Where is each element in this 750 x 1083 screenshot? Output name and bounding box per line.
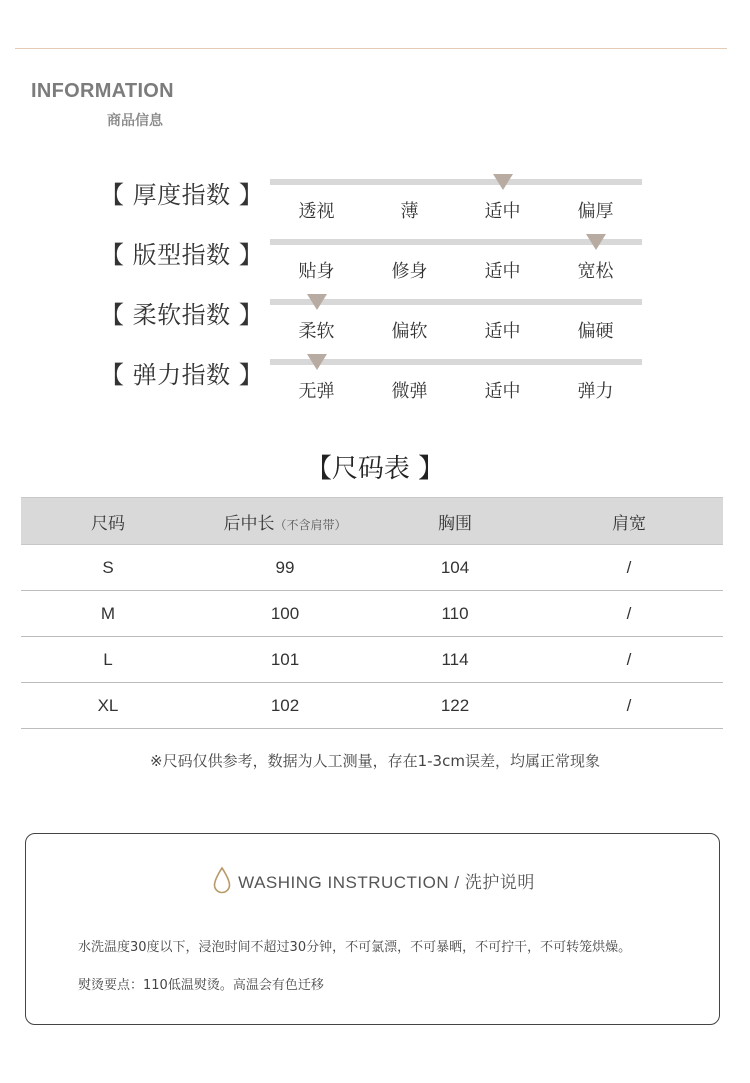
- index-row-thickness: [0, 170, 750, 230]
- index-option: 弹力: [577, 381, 614, 402]
- index-label: 【 弹力指数 】: [100, 361, 264, 389]
- top-divider: [15, 48, 727, 49]
- cell-length: 101: [195, 637, 375, 683]
- index-option: 无弹: [298, 381, 335, 402]
- cell-size: XL: [21, 683, 195, 729]
- size-footnote: ※尺码仅供参考，数据为人工测量，存在1-3cm误差，均属正常现象: [150, 752, 600, 770]
- index-option: 适中: [484, 381, 521, 402]
- cell-shoulder: /: [535, 637, 723, 683]
- index-row-fit: [0, 230, 750, 290]
- table-row: [21, 591, 723, 637]
- cell-length: 102: [195, 683, 375, 729]
- index-option: 适中: [484, 201, 521, 222]
- index-marker-icon: [586, 234, 606, 250]
- cell-bust: 110: [375, 591, 535, 637]
- cell-length: 100: [195, 591, 375, 637]
- table-row: [21, 637, 723, 683]
- index-label: 【 版型指数 】: [100, 241, 264, 269]
- index-marker-icon: [493, 174, 513, 190]
- washing-header: [26, 866, 721, 898]
- index-option: 适中: [484, 261, 521, 282]
- index-options: [270, 317, 642, 343]
- index-marker-icon: [307, 354, 327, 370]
- index-option: 贴身: [298, 261, 335, 282]
- index-option: 透视: [298, 201, 335, 222]
- cell-shoulder: /: [535, 683, 723, 729]
- header-length-note: （不含肩带）: [274, 517, 347, 532]
- index-options: [270, 257, 642, 283]
- cell-length: 99: [195, 545, 375, 591]
- index-label: 【 柔软指数 】: [100, 301, 264, 329]
- size-chart-title: 【尺码表 】: [305, 454, 445, 484]
- header-bust: 胸围: [375, 498, 535, 545]
- index-option: 柔软: [298, 321, 335, 342]
- washing-instruction-box: [25, 833, 720, 1025]
- table-row: [21, 683, 723, 729]
- header-length: [195, 498, 375, 545]
- index-option: 微弹: [391, 381, 428, 402]
- cell-bust: 122: [375, 683, 535, 729]
- water-drop-icon: [212, 866, 232, 894]
- washing-title: WASHING INSTRUCTION / 洗护说明: [238, 872, 535, 892]
- cell-shoulder: /: [535, 545, 723, 591]
- washing-line-1: 水洗温度30度以下，浸泡时间不超过30分钟，不可氯漂，不可暴晒，不可拧干，不可转笼烘燥。: [78, 940, 632, 955]
- cell-size: L: [21, 637, 195, 683]
- cell-bust: 104: [375, 545, 535, 591]
- index-options: [270, 197, 642, 223]
- size-table: [21, 497, 723, 729]
- header-size: 尺码: [21, 498, 195, 545]
- washing-line-2: 熨烫要点：110低温熨烫。高温会有色迁移: [78, 978, 324, 993]
- info-title-cn: 商品信息: [107, 113, 163, 129]
- header-shoulder: 肩宽: [535, 498, 723, 545]
- cell-bust: 114: [375, 637, 535, 683]
- index-option: 偏硬: [577, 321, 614, 342]
- index-row-softness: [0, 290, 750, 350]
- cell-size: S: [21, 545, 195, 591]
- index-label: 【 厚度指数 】: [100, 181, 264, 209]
- index-row-elasticity: [0, 350, 750, 410]
- table-header-row: [21, 498, 723, 545]
- info-title-en: INFORMATION: [31, 80, 174, 102]
- index-track: [270, 179, 642, 185]
- index-marker-icon: [307, 294, 327, 310]
- index-option: 偏软: [391, 321, 428, 342]
- header-length-label: 后中长: [223, 513, 275, 534]
- cell-size: M: [21, 591, 195, 637]
- table-row: [21, 545, 723, 591]
- index-option: 修身: [391, 261, 428, 282]
- index-option: 薄: [400, 201, 419, 222]
- index-option: 宽松: [577, 261, 614, 282]
- cell-shoulder: /: [535, 591, 723, 637]
- index-option: 偏厚: [577, 201, 614, 222]
- index-option: 适中: [484, 321, 521, 342]
- index-options: [270, 377, 642, 403]
